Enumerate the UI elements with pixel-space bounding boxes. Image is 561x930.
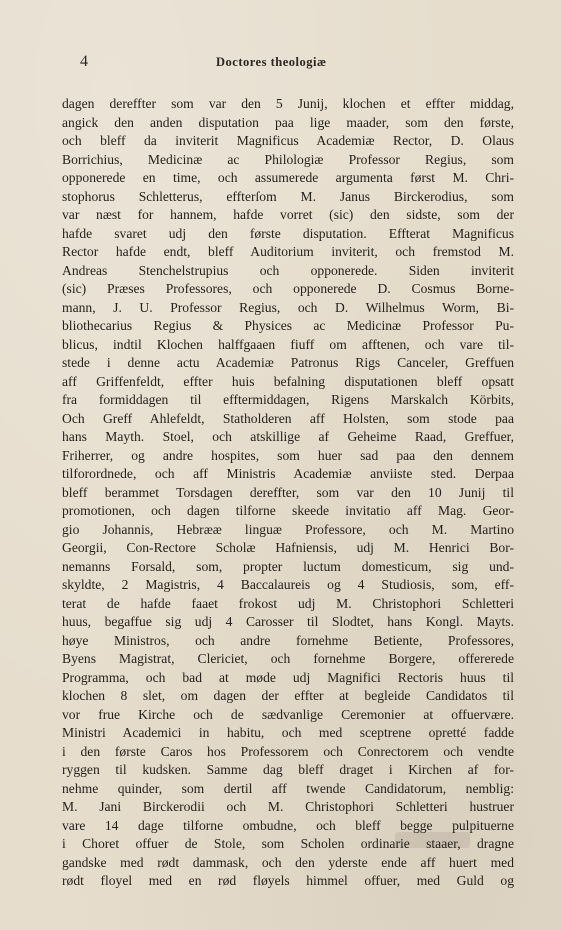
text-line: hafde svaret udj den første disputation. Effterat Magnificus: [62, 225, 514, 241]
text-line: opponerede en time, och assumerede argumenta først M. Chri-: [62, 170, 514, 185]
text-line: M. Jani Birckerodii och M. Christophori Schletteri hustruer: [62, 799, 514, 814]
text-line: Programma, och bad at møde udj Magnifici Rectoris huus til: [62, 669, 514, 685]
text-line: promotionen, och dagen tilforne skeede invitatio aff Mag. Geor-: [62, 503, 514, 518]
text-line: vare 14 dage tilforne ombudne, och bleff begge pulpituerne: [62, 817, 514, 833]
text-line: var næst for hannem, hafde vorret (sic) den sidste, som der: [62, 207, 514, 222]
text-line: Friherrer, og andre hospites, som huer sad paa den dennem: [62, 447, 514, 463]
text-line: mann, J. U. Professor Regius, och D. Wilhelmus Worm, Bi-: [62, 299, 514, 315]
text-line: nemanns Forsald, som, propter luctum domesticum, sig und-: [62, 558, 514, 574]
text-line: fra formiddagen til efftermiddagen, Rigens Marskalch Körbits,: [62, 392, 514, 407]
text-line: Ministri Academici in habitu, och med sceptrene opretté fadde: [62, 725, 514, 740]
text-line: rødt floyel med en rød fløyels himmel offuer, med Guld og: [62, 873, 514, 888]
text-line: dagen dereffter som var den 5 Junij, klochen et effter middag,: [62, 96, 514, 111]
text-line: Rector hafde endt, bleff Auditorium inviterit, och fremstod M.: [62, 244, 514, 259]
text-line: terat de hafde faaet frokost udj M. Christophori Schletteri: [62, 595, 514, 611]
text-line: Och Greff Ahlefeldt, Statholderen aff Holsten, som stode paa: [62, 410, 514, 426]
text-line: tilforordnede, och aff Ministris Academiæ anviiste sted. Derpaa: [62, 466, 514, 481]
text-line: bliothecarius Regius & Physices ac Medicinæ Professor Pu-: [62, 318, 514, 333]
text-line: (sic) Præses Professores, och opponerede D. Cosmus Borne-: [62, 281, 514, 296]
text-line: huus, begaffue sig udj 4 Carosser til Slodtet, hans Kongl. Mayts.: [62, 614, 514, 629]
text-line: klochen 8 slet, om dagen der effter at begleide Candidatos til: [62, 688, 514, 703]
text-line: bleff berammet Torsdagen dereffter, som var den 10 Junij til: [62, 484, 514, 500]
text-line: angick den anden disputation paa lige maader, som den første,: [62, 114, 514, 130]
text-line: Borrichius, Medicinæ ac Philologiæ Professor Regius, som: [62, 151, 514, 167]
text-line: Andreas Stenchelstrupius och opponerede. Siden inviterit: [62, 262, 514, 278]
text-line: skyldte, 2 Magistris, 4 Baccalaureis og 4 Studiosis, som, eff-: [62, 577, 514, 592]
text-line: i den første Caros hos Professorem och Conrectorem och vendte: [62, 743, 514, 759]
running-title: Doctores theologiæ: [216, 55, 327, 69]
text-line: gandske med rødt dammask, och den yderste ende aff huert med: [62, 854, 514, 870]
text-line: nehme quinder, som dertil aff twende Candidatorum, nemblig:: [62, 780, 514, 796]
text-line: Byens Magistrat, Clericiet, och fornehme Borgere, offererede: [62, 651, 514, 666]
page-number: 4: [80, 53, 88, 70]
text-line: gio Johannis, Hebrææ linguæ Professore, och M. Martino: [62, 521, 514, 537]
text-line: aff Griffenfeldt, effter huis befalning disputationen bleff opsatt: [62, 373, 514, 389]
text-line: och bleff da inviterit Magnificus Academiæ Rector, D. Olaus: [62, 133, 514, 148]
text-line: stophorus Schletterus, effterſom M. Janus Birckerodius, som: [62, 188, 514, 204]
text-line: i Choret offuer de Stole, som Scholen ordinarie staaer, dragne: [62, 836, 514, 851]
text-line: ryggen til kudsken. Samme dag bleff draget i Kirchen af for-: [62, 762, 514, 777]
page-header: [0, 53, 561, 73]
text-line: Georgii, Con-Rectore Scholæ Hafniensis, udj M. Henrici Bor-: [62, 540, 514, 555]
text-line: stede i denne actu Academiæ Patronus Rigs Canceler, Greffuen: [62, 355, 514, 370]
text-line: høye Ministros, och andre fornehme Betiente, Professores,: [62, 632, 514, 648]
body-text: [62, 95, 514, 891]
text-line: blicus, indtil Klochen halffgaaen fiuff om afftenen, och vare til-: [62, 336, 514, 352]
text-line: vor frue Kirche och de sædvanlige Ceremonier at offuervære.: [62, 706, 514, 722]
text-line: hans Mayth. Stoel, och atskillige af Geheime Raad, Greffuer,: [62, 429, 514, 444]
